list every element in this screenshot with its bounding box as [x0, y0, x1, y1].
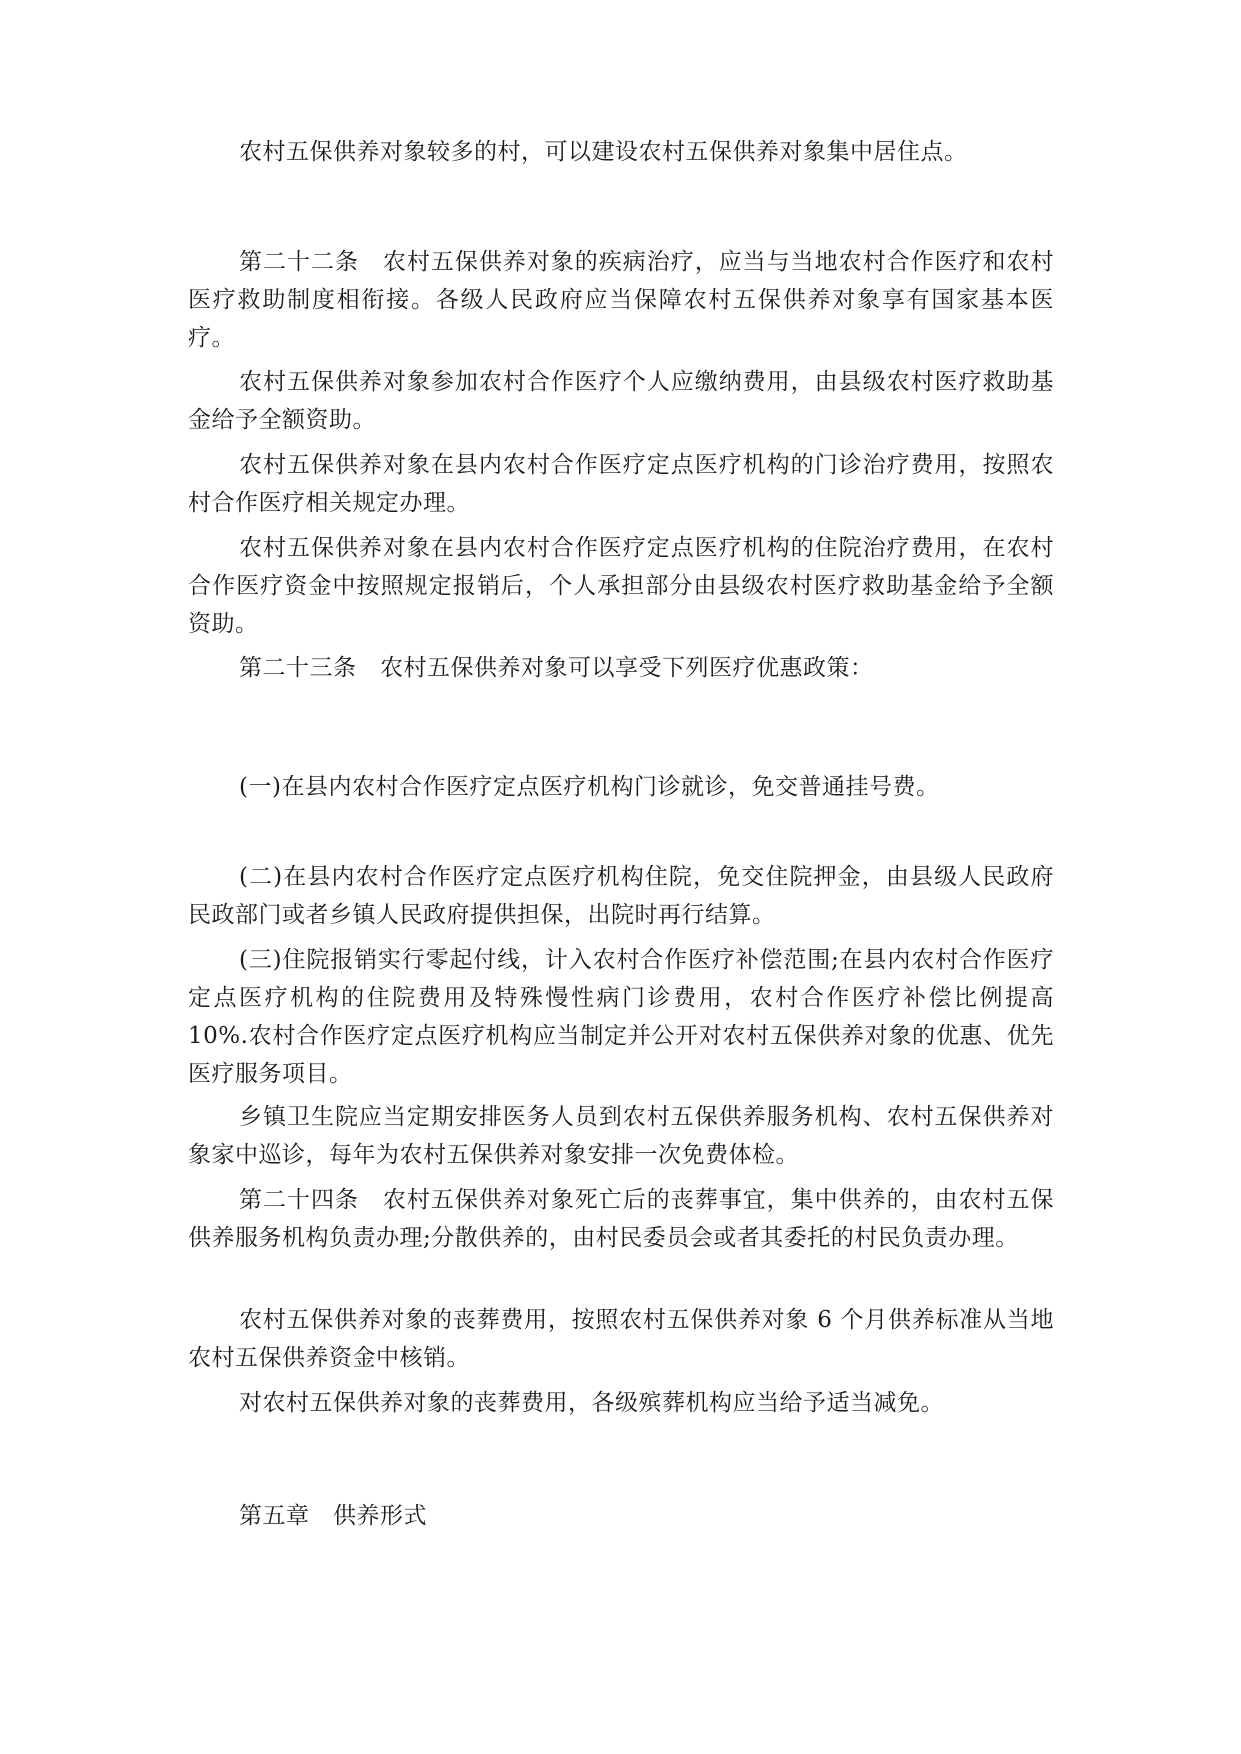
paragraph: 对农村五保供养对象的丧葬费用，各级殡葬机构应当给予适当减免。	[239, 1390, 944, 1416]
paragraph: 农村五保供养对象参加农村合作医疗个人应缴纳费用，由县级农村医疗救助基金给予全额资助。	[188, 369, 1054, 433]
paragraph: 农村五保供养对象在县内农村合作医疗定点医疗机构的门诊治疗费用，按照农村合作医疗相关规定办理。	[188, 452, 1054, 516]
paragraph: 农村五保供养对象的丧葬费用，按照农村五保供养对象 6 个月供养标准从当地农村五保供养资金中核销。	[188, 1307, 1054, 1371]
list-item: (三)住院报销实行零起付线，计入农村合作医疗补偿范围;在县内农村合作医疗定点医疗机构的住院费用及特殊慢性病门诊费用，农村合作医疗补偿比例提高 10%.农村合作医疗定点医疗机构应当制定并公开对农村五保供养对象的优惠、优先医疗服务项目。	[188, 947, 1054, 1087]
article-24-paragraph: 第二十四条 农村五保供养对象死亡后的丧葬事宜，集中供养的，由农村五保供养服务机构负责办理;分散供养的，由村民委员会或者其委托的村民负责办理。	[188, 1187, 1054, 1251]
paragraph: 农村五保供养对象在县内农村合作医疗定点医疗机构的住院治疗费用，在农村合作医疗资金中按照规定报销后，个人承担部分由县级农村医疗救助基金给予全额资助。	[188, 535, 1054, 637]
article-23-paragraph: 第二十三条 农村五保供养对象可以享受下列医疗优惠政策：	[239, 655, 874, 681]
list-item: (一)在县内农村合作医疗定点医疗机构门诊就诊，免交普通挂号费。	[239, 774, 940, 800]
article-22-paragraph: 第二十二条 农村五保供养对象的疾病治疗，应当与当地农村合作医疗和农村医疗救助制度相衔接。各级人民政府应当保障农村五保供养对象享有国家基本医疗。	[188, 249, 1054, 351]
list-item: (二)在县内农村合作医疗定点医疗机构住院，免交住院押金，由县级人民政府民政部门或者乡镇人民政府提供担保，出院时再行结算。	[188, 864, 1054, 928]
paragraph: 农村五保供养对象较多的村，可以建设农村五保供养对象集中居住点。	[239, 139, 968, 165]
paragraph: 乡镇卫生院应当定期安排医务人员到农村五保供养服务机构、农村五保供养对象家中巡诊，每年为农村五保供养对象安排一次免费体检。	[188, 1104, 1054, 1168]
chapter-heading: 第五章 供养形式	[239, 1503, 427, 1529]
